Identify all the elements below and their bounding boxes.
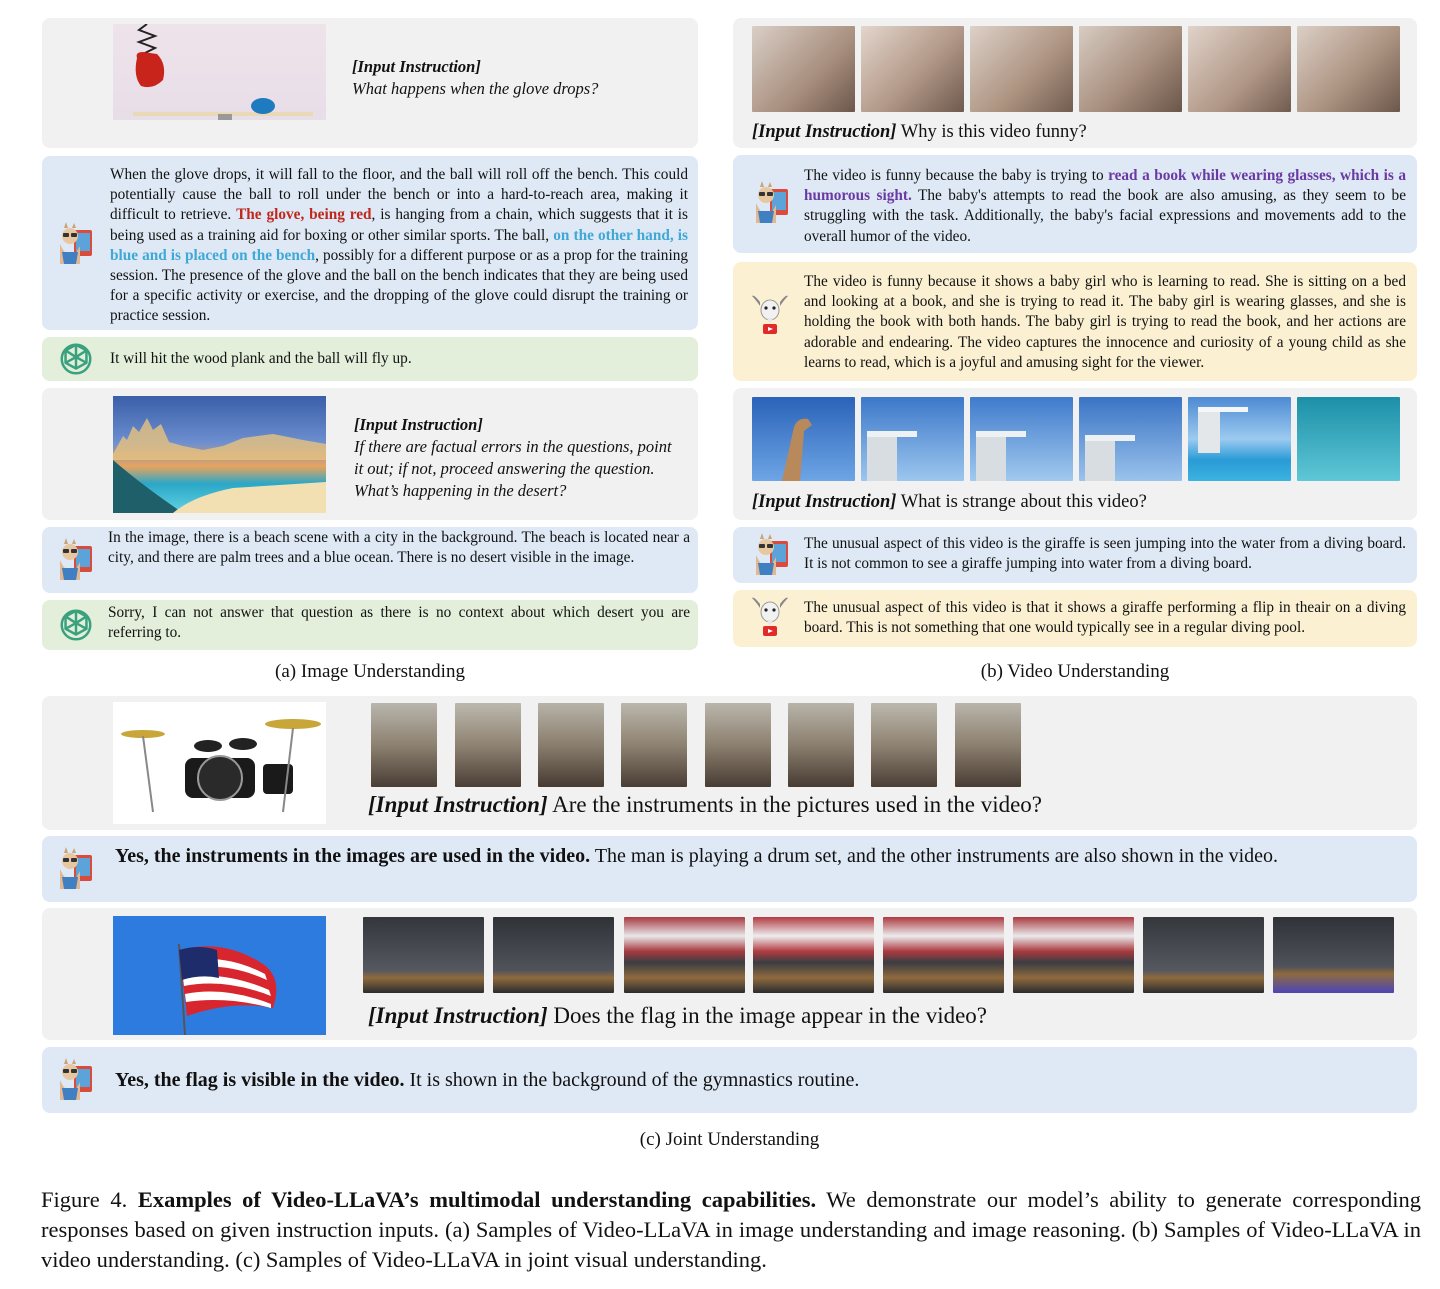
drum-kit-image [113,702,326,824]
instruction-a-1: [Input Instruction] What happens when the glove drops? [352,57,599,98]
goat-mascot-icon [750,294,790,338]
video-frame-drum-7 [871,703,937,787]
video-frame-baby-1 [752,26,855,112]
goat-mascot-icon [750,596,790,640]
gpt-response-a-2-text: Sorry, I can not answer that question as there is no context about which desert you are referring to. [108,604,690,642]
llama-mascot-icon [750,533,790,577]
video-frame-gym-5 [883,917,1004,993]
instruction-c-2: [Input Instruction] Does the flag in the image appear in the video? [368,1003,988,1028]
video-frame-baby-4 [1079,26,1182,112]
video-frame-drum-8 [955,703,1021,787]
llama-mascot-icon [54,1058,94,1102]
video-frame-gym-7 [1143,917,1264,993]
video-frame-baby-2 [861,26,964,112]
video-frame-drum-4 [621,703,687,787]
video-frame-drum-5 [705,703,771,787]
llama-mascot-icon [750,181,790,225]
video-frame-gym-4 [753,917,874,993]
video-frame-giraffe-5 [1188,397,1291,481]
llava-response-a-2-text: In the image, there is a beach scene with a city in the background. The beach is located near a city, and there are palm trees and a blue ocean. There is no desert visible in the image. [108,529,690,567]
beach-city-image [113,396,326,513]
llava-response-c-2-text: Yes, the flag is visible in the video. It is shown in the background of the gymnastics routine. [115,1069,860,1091]
video-frame-gym-2 [493,917,614,993]
caption-c: (c) Joint Understanding [639,1129,820,1150]
video-frame-giraffe-1 [752,397,855,481]
video-frame-drum-3 [538,703,604,787]
video-frame-drum-2 [455,703,521,787]
openai-logo-icon [57,606,95,644]
llava-response-c-1-text: Yes, the instruments in the images are used in the video. The man is playing a drum set, and the other instruments are also shown in the video. [115,845,1279,867]
video-frame-giraffe-4 [1079,397,1182,481]
video-frame-baby-6 [1297,26,1400,112]
video-frame-gym-6 [1013,917,1134,993]
llava-response-a-1-text: When the glove drops, it will fall to the floor, and the ball will roll off the bench. This could potentially cause the ball to roll under the bench or into a hard-to-reach area, making it difficult to retrieve. The glove, being red, is hanging from a chain, which suggests that it is being used as a training aid for boxing or other similar sports. The ball, on the other hand, is blue and is placed on the bench, possibly for a different purpose or as a prop for the training session. The presence of the glove and the ball on the bench indicates that they are being used for a specific activity or exercise, and the dropping of the glove could disrupt the training or practice session. [110,166,688,325]
video-frame-drum-1 [371,703,437,787]
video-frame-gym-3 [624,917,745,993]
caption-b: (b) Video Understanding [980,661,1170,682]
openai-logo-icon [57,340,95,378]
video-frame-baby-3 [970,26,1073,112]
figure-caption: Figure 4. Examples of Video-LLaVA’s multimodal understanding capabilities. We demonstrate our model’s ability to generate corresponding responses based on given instruction inputs. (a) Samples of Video-LLaVA in image understanding and image reasoning. (b) Samples of Video-LLaVA in video understanding. (c) Samples of Video-LLaVA in joint visual understanding. [41,1187,1421,1272]
llama-mascot-icon [54,847,94,891]
instruction-b-2: [Input Instruction] What is strange about this video? [752,492,1147,512]
video-frame-giraffe-6 [1297,397,1400,481]
llama-mascot-icon [54,538,94,582]
video-frame-baby-5 [1188,26,1291,112]
instruction-a-2: [Input Instruction] If there are factual errors in the questions, point it out; if not, proceed answering the question. What’s happening in the desert? [354,415,672,500]
glove-ball-image [113,24,326,120]
llava-response-b-1-text: The video is funny because the baby is trying to read a book while wearing glasses, which is a humorous sight. The baby's attempts to read the book are also amusing, as they seem to be struggling with the task. Additionally, the baby's facial expressions and movements add to the overall humor of the video. [804,167,1406,245]
video-frame-giraffe-2 [861,397,964,481]
gpt-response-a-1-text: It will hit the wood plank and the ball will fly up. [110,350,412,367]
video-frame-giraffe-3 [970,397,1073,481]
video-frame-gym-1 [363,917,484,993]
instruction-c-1: [Input Instruction] Are the instruments in the pictures used in the video? [368,792,1042,817]
other-response-b-2-text: The unusual aspect of this video is that it shows a giraffe performing a flip in theair on a diving board. This is not something that one would typically see in a regular diving pool. [804,599,1406,637]
other-response-b-1-text: The video is funny because it shows a baby girl who is learning to read. She is sitting on a bed and looking at a book, and she is trying to read it. The baby girl is wearing glasses, and she is holding the book with both hands. The baby girl is trying to read the book, and her actions are adorable and endearing. The video captures the innocence and curiosity of a young child as she learns to read, which is a joyful and amusing sight for the viewer. [804,273,1406,371]
american-flag-image [113,916,326,1035]
instruction-b-1: [Input Instruction] Why is this video funny? [752,122,1087,142]
llava-response-b-2-text: The unusual aspect of this video is the giraffe is seen jumping into the water from a diving board. It is not common to see a giraffe jumping into water from a diving board. [804,535,1406,573]
video-frame-gym-8 [1273,917,1394,993]
video-frame-drum-6 [788,703,854,787]
llama-mascot-icon [54,222,94,266]
caption-a: (a) Image Understanding [275,661,465,682]
